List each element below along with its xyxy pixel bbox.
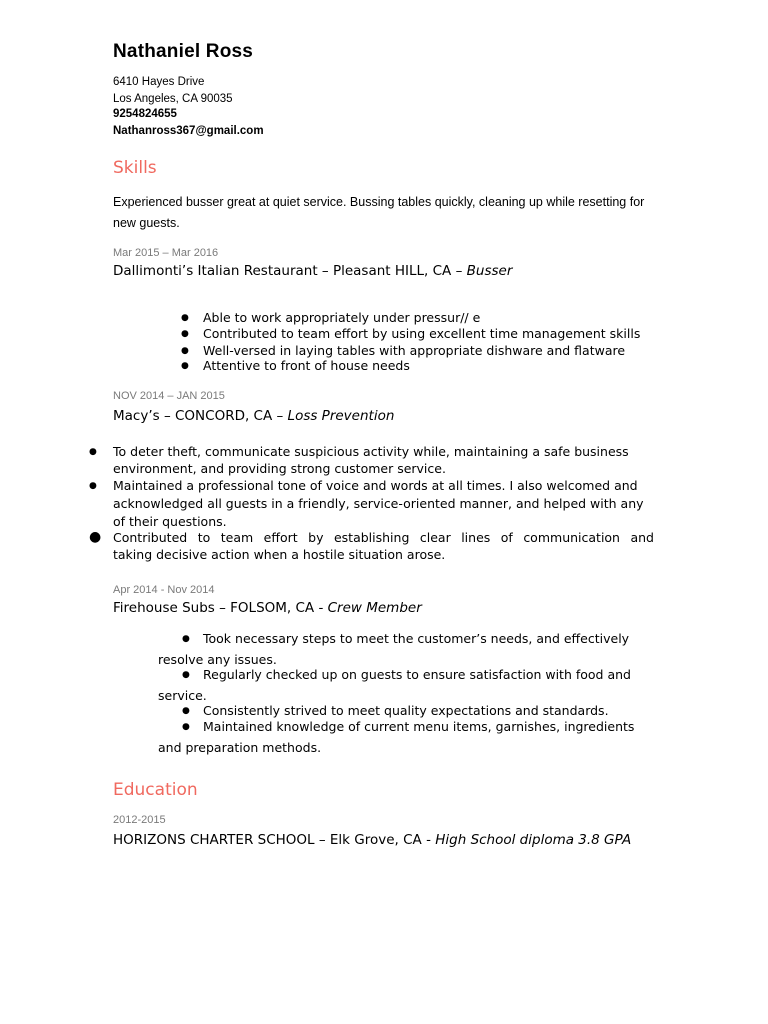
list-item: Contributed to team effort by using excellent time management skills: [203, 326, 641, 341]
job-1-employer: Dallimonti’s Italian Restaurant – Pleasant HILL, CA –: [113, 263, 467, 279]
job-3-employer: Firehouse Subs – FOLSOM, CA -: [113, 600, 328, 616]
list-item-continued: resolve any issues.: [158, 652, 277, 667]
job-2-role: Loss Prevention: [287, 408, 395, 424]
job-2-dates: NOV 2014 – JAN 2015: [113, 390, 225, 402]
bullet-icon: ●: [89, 529, 102, 545]
school-name: HORIZONS CHARTER SCHOOL – Elk Grove, CA -: [113, 832, 436, 848]
bullet-icon: ●: [181, 361, 189, 371]
list-item-continued: and preparation methods.: [158, 740, 322, 755]
education-heading: Education: [113, 780, 198, 800]
education-entry: [113, 832, 631, 848]
email-address: Nathanross367@gmail.com: [113, 125, 264, 137]
job-1-dates: Mar 2015 – Mar 2016: [113, 247, 219, 259]
degree: High School diploma 3.8 GPA: [435, 832, 632, 848]
list-item-continued: acknowledged all guests in a friendly, service-oriented manner, and helped with any: [113, 496, 644, 511]
list-item: To deter theft, communicate suspicious activity while, maintaining a safe business: [113, 444, 629, 459]
address-line-2: Los Angeles, CA 90035: [113, 93, 233, 105]
job-2-title: [113, 408, 394, 424]
job-3-title: [113, 600, 422, 616]
list-item: Consistently strived to meet quality expectations and standards.: [203, 703, 609, 718]
bullet-icon: ●: [182, 706, 190, 716]
bullet-icon: ●: [181, 329, 189, 339]
list-item-continued: of their questions.: [113, 514, 227, 529]
list-item: Attentive to front of house needs: [203, 358, 410, 373]
list-item-continued: service.: [158, 688, 207, 703]
list-item: Maintained a professional tone of voice and words at all times. I also welcomed and: [113, 478, 638, 493]
bullet-icon: ●: [89, 481, 97, 491]
skills-summary: Experienced busser great at quiet service. Bussing tables quickly, cleaning up while resetting for new guests.: [113, 195, 645, 230]
job-1-role: Busser: [466, 263, 513, 279]
bullet-icon: ●: [182, 722, 190, 732]
list-item: Regularly checked up on guests to ensure satisfaction with food and: [203, 667, 631, 682]
job-1-title: [113, 263, 512, 279]
applicant-name: Nathaniel Ross: [113, 41, 254, 62]
list-item: Contributed to team effort by establishing clear lines of communication and: [113, 530, 654, 545]
phone-number: 9254824655: [113, 108, 177, 120]
skills-heading: Skills: [113, 158, 157, 178]
job-3-role: Crew Member: [327, 600, 422, 616]
bullet-icon: ●: [182, 670, 190, 680]
bullet-icon: ●: [181, 346, 189, 356]
list-item: Maintained knowledge of current menu items, garnishes, ingredients: [203, 719, 635, 734]
list-item: Able to work appropriately under pressur// e: [203, 310, 481, 325]
address-line-1: 6410 Hayes Drive: [113, 76, 205, 88]
bullet-icon: ●: [182, 634, 190, 644]
job-2-employer: Macy’s – CONCORD, CA –: [113, 408, 288, 424]
list-item-continued: environment, and providing strong customer service.: [113, 461, 446, 476]
bullet-icon: ●: [181, 313, 189, 323]
bullet-icon: ●: [89, 447, 97, 457]
list-item-continued: taking decisive action when a hostile situation arose.: [113, 547, 446, 562]
list-item: Took necessary steps to meet the customer’s needs, and effectively: [203, 631, 630, 646]
list-item: Well-versed in laying tables with appropriate dishware and flatware: [203, 343, 626, 358]
job-3-dates: Apr 2014 - Nov 2014: [113, 584, 215, 596]
education-dates: 2012-2015: [113, 814, 166, 826]
